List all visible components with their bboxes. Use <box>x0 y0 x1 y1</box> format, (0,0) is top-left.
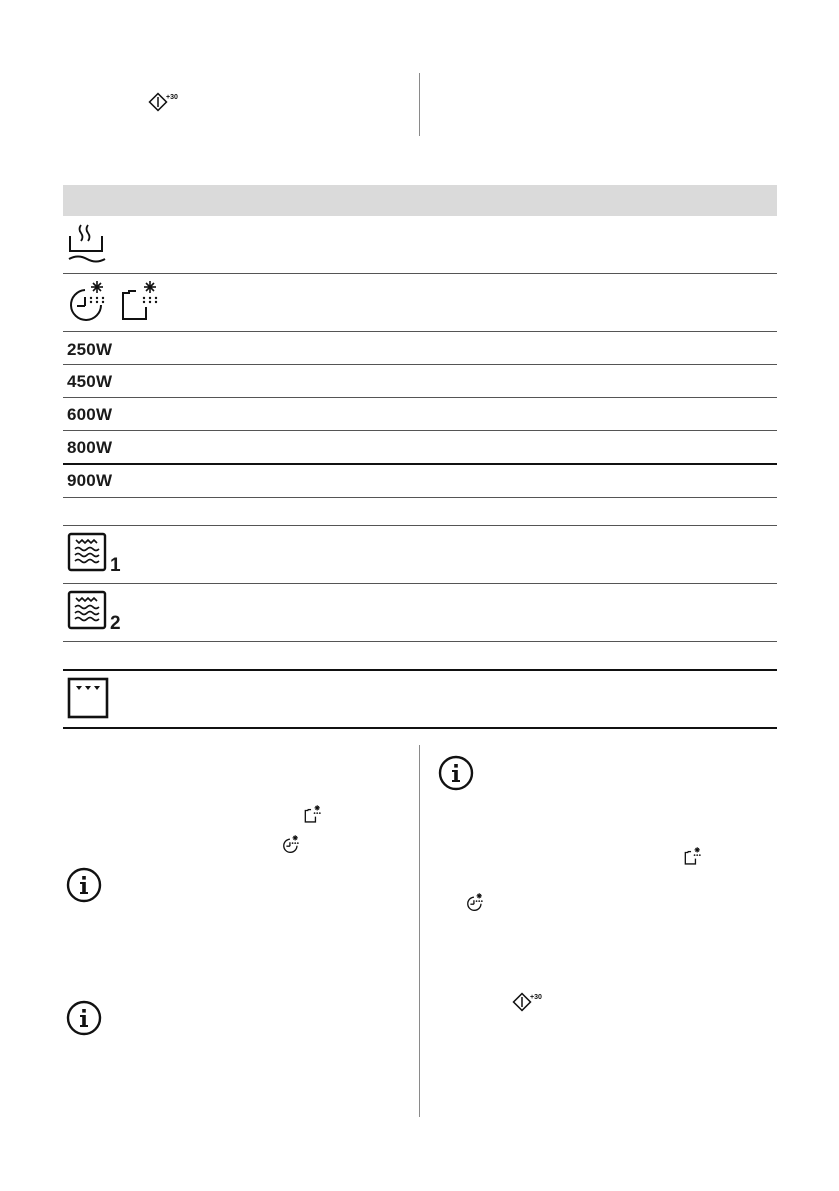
power-level-450: 450W <box>67 372 113 391</box>
row-divider <box>63 430 777 431</box>
defrost-by-time-icon <box>67 279 117 323</box>
start-badge-text: +30 <box>166 94 178 101</box>
row-divider <box>63 641 777 642</box>
info-icon <box>438 755 474 791</box>
power-level-900: 900W <box>67 471 113 490</box>
table-header-bar <box>63 185 777 216</box>
row-divider <box>63 583 777 584</box>
power-level-800: 800W <box>67 438 113 457</box>
row-divider <box>63 397 777 398</box>
start-plus-30-icon <box>147 93 183 115</box>
row-divider <box>63 364 777 365</box>
info-icon <box>66 1000 102 1036</box>
defrost-by-time-icon <box>282 834 304 854</box>
defrost-by-weight-icon <box>684 846 706 866</box>
row-divider <box>63 331 777 332</box>
microwave-level-1-icon <box>67 532 107 572</box>
power-level-250: 250W <box>67 340 113 359</box>
grill-oven-icon <box>67 677 109 719</box>
info-icon <box>66 867 102 903</box>
row-divider <box>63 669 777 671</box>
power-level-600: 600W <box>67 405 113 424</box>
start-plus-30-icon <box>511 993 547 1015</box>
row-divider <box>63 463 777 465</box>
column-divider-top <box>419 73 420 136</box>
steam-bowl-icon <box>67 223 107 265</box>
defrost-by-weight-icon <box>120 279 170 323</box>
start-badge-text: +30 <box>530 994 542 1001</box>
microwave-level-2-icon <box>67 590 107 630</box>
microwave-level-number: 1 <box>110 555 121 576</box>
table-bottom-rule <box>63 727 777 729</box>
defrost-by-weight-icon <box>304 804 326 824</box>
row-divider <box>63 273 777 274</box>
row-divider <box>63 497 777 498</box>
row-divider <box>63 525 777 526</box>
column-divider-bottom <box>419 745 420 1117</box>
microwave-level-number: 2 <box>110 613 121 634</box>
defrost-by-time-icon <box>466 892 488 912</box>
